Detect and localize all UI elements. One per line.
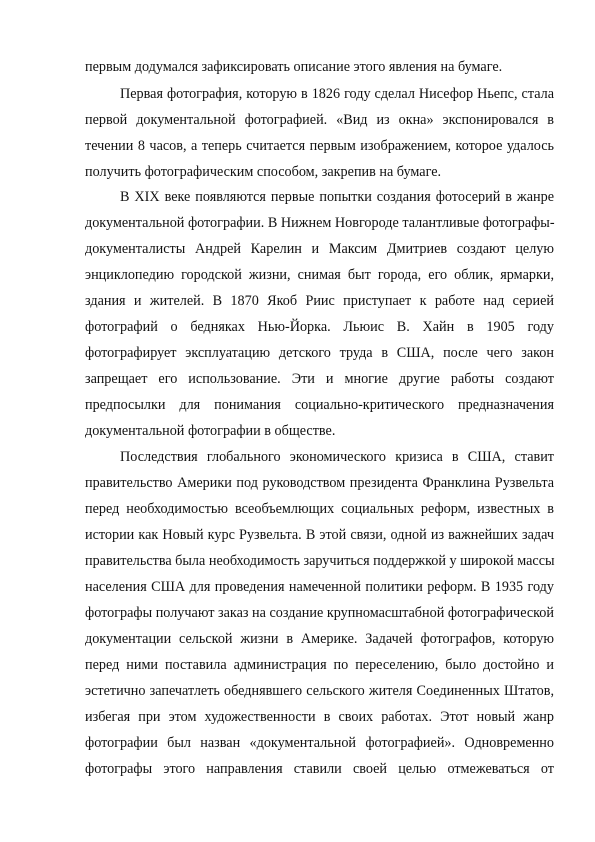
text-line: первым додумался зафиксировать описание этого явления на бумаге. bbox=[85, 59, 503, 75]
text-line: документалисты Андрей Карелин и Максим Дмитриев создают целую bbox=[85, 241, 554, 257]
text-line: правительства была необходимость заручиться поддержкой у широкой массы bbox=[85, 553, 555, 569]
paragraph-first-line: Первая фотография, которую в 1826 году сделал Нисефор Ньепс, стала bbox=[120, 86, 554, 102]
text-line: избегая при этом художественности в своих работах. Этот новый жанр bbox=[85, 709, 554, 725]
text-line: фотографирует эксплуатацию детского труда в США, после чего закон bbox=[85, 345, 554, 361]
text-line: документальной фотографии в обществе. bbox=[85, 423, 336, 439]
text-line: документации сельской жизни в Америке. Задачей фотографов, которую bbox=[85, 631, 554, 647]
text-line: правительство Америки под руководством президента Франклина Рузвельта bbox=[85, 475, 554, 491]
text-line: предпосылки для понимания социально-критического предназначения bbox=[85, 397, 554, 413]
text-line: течении 8 часов, а теперь считается первым изображением, которое удалось bbox=[85, 138, 554, 154]
text-line: здания и жителей. В 1870 Якоб Риис приступает к работе над серией bbox=[85, 293, 554, 309]
text-line: фотографии был назван «документальной фотографией». Одновременно bbox=[85, 735, 554, 751]
text-line: фотографы этого направления ставили своей целью отмежеваться от bbox=[85, 761, 554, 777]
text-line: истории как Новый курс Рузвельта. В этой связи, одной из важнейших задач bbox=[85, 527, 554, 543]
text-line: перед ними поставила администрация по переселению, было достойно и bbox=[85, 657, 554, 673]
paragraph-first-line: В XIX веке появляются первые попытки создания фотосерий в жанре bbox=[120, 189, 554, 205]
text-line: эстетично запечатлеть обеднявшего сельского жителя Соединенных Штатов, bbox=[85, 683, 554, 699]
text-line: документальной фотографии. В Нижнем Новгороде талантливые фотографы- bbox=[85, 215, 555, 231]
text-line: первой документальной фотографией. «Вид из окна» экспонировался в bbox=[85, 112, 554, 128]
text-line: перед необходимостью всеобъемлющих социальных реформ, известных в bbox=[85, 501, 554, 517]
text-line: населения США для проведения намеченной политики реформ. В 1935 году bbox=[85, 579, 554, 595]
text-line: фотографы получают заказ на создание крупномасштабной фотографической bbox=[85, 605, 554, 621]
text-line: запрещает его использование. Эти и многие другие работы создают bbox=[85, 371, 554, 387]
text-line: энциклопедию городской жизни, снимая быт города, его облик, ярмарки, bbox=[85, 267, 554, 283]
text-line: фотографий о бедняках Нью-Йорка. Льюис В. Хайн в 1905 году bbox=[85, 319, 554, 335]
text-line: получить фотографическим способом, закрепив на бумаге. bbox=[85, 164, 442, 180]
paragraph-first-line: Последствия глобального экономического кризиса в США, ставит bbox=[120, 449, 554, 465]
